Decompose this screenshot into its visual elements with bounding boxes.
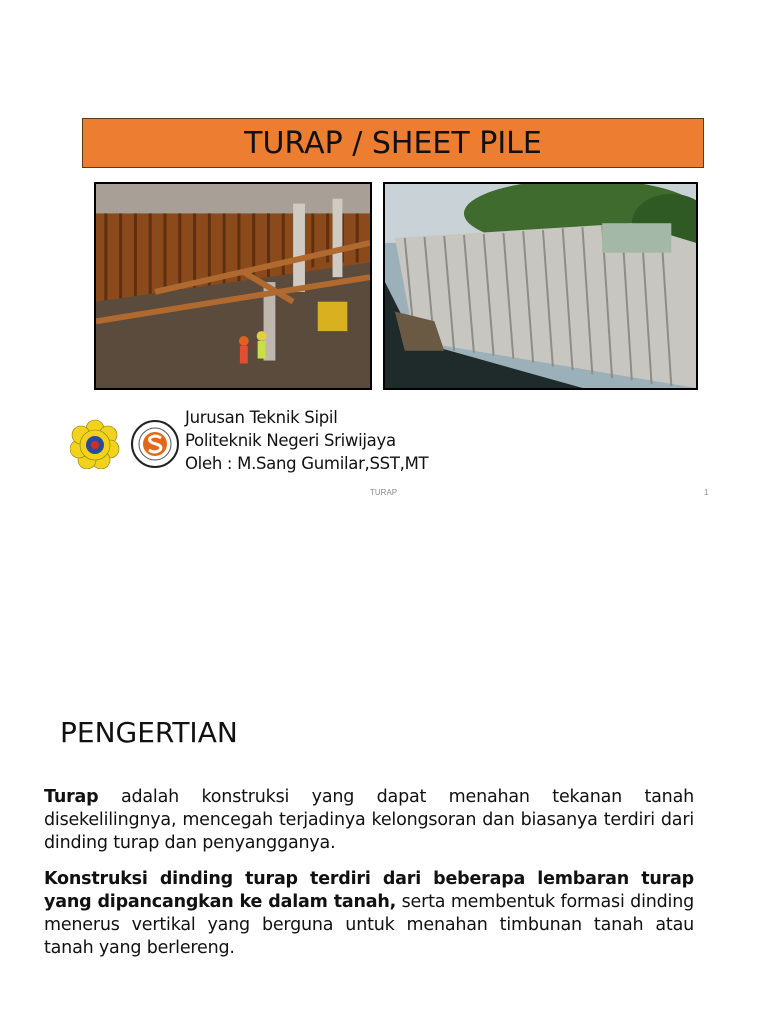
page-number: 1 (704, 488, 709, 497)
definition-text: adalah konstruksi yang dapat menahan tekanan tanah disekelilingnya, mencegah terjadinya kelongsoran dan biasanya terdiri dari dinding turap dan penyangganya. (44, 787, 694, 853)
construction-paragraph (44, 868, 694, 960)
section-heading: PENGERTIAN (60, 716, 238, 749)
university-emblem-logo (70, 419, 120, 469)
concrete-sheet-pile-river-photo (383, 182, 698, 390)
institution-line: Politeknik Negeri Sriwijaya (185, 431, 396, 450)
slide-title: TURAP / SHEET PILE (244, 125, 542, 161)
steel-sheet-pile-excavation-photo (94, 182, 372, 390)
slide-title-box (82, 118, 704, 168)
department-line: Jurusan Teknik Sipil (185, 408, 338, 427)
politeknik-logo (130, 419, 180, 469)
footer-label: TURAP (370, 488, 398, 497)
author-line: Oleh : M.Sang Gumilar,SST,MT (185, 454, 429, 473)
author-info (185, 406, 428, 475)
definition-paragraph (44, 786, 694, 855)
construction-bold: Konstruksi dinding turap terdiri dari beberapa lembaran turap yang dipancangkan ke dalam tanah, (44, 869, 694, 912)
construction-text: serta membentuk formasi dinding menerus vertikal yang berguna untuk menahan timbunan tanah atau tanah yang berlereng. (44, 892, 694, 958)
slide-2 (0, 512, 768, 1024)
term-bold: Turap (44, 787, 99, 807)
